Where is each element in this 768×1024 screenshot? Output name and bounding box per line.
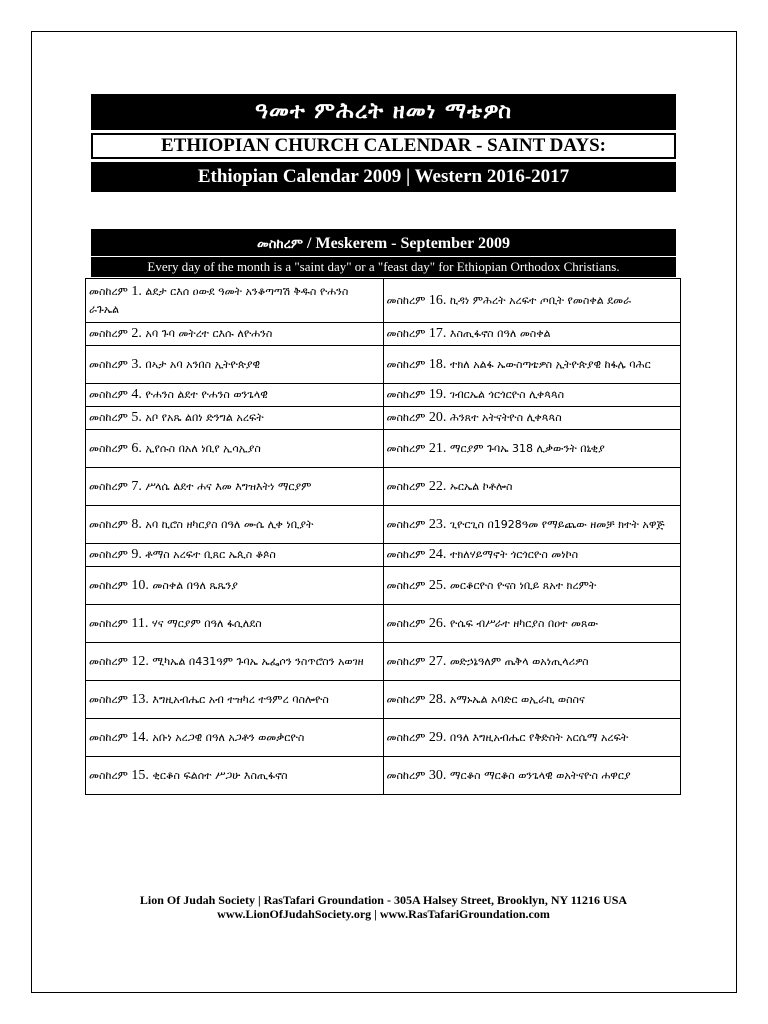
day-saint: ሥላሴ ልደተ ሐና እመ እግዝእትነ ማርያም bbox=[145, 479, 312, 493]
day-month: መስከረም bbox=[386, 388, 426, 401]
day-cell bbox=[86, 567, 384, 605]
day-saint: ኡርኤል ኮቶሎስ bbox=[449, 479, 513, 493]
day-number: 23. bbox=[425, 516, 450, 532]
day-saint: አማኑኤል አባድር ወኢራኪ ወስስና bbox=[449, 692, 585, 706]
saint-days-table bbox=[85, 278, 681, 795]
day-number: 1. bbox=[127, 283, 146, 299]
day-cell bbox=[86, 681, 384, 719]
day-number: 18. bbox=[425, 356, 450, 372]
day-cell bbox=[383, 323, 681, 346]
day-saint: እግዚአብሔር አብ ተዝካረ ተዓምረ ባስሎዮስ bbox=[152, 692, 329, 706]
day-cell bbox=[383, 279, 681, 323]
day-saint: ዮሴፍ ብሥራተ ዘካርያስ በዐተ መጸው bbox=[449, 616, 599, 630]
day-month: መስከረም bbox=[386, 327, 426, 340]
day-saint: ጊዮርጊስ በ1928ዓመ የማይጨው ዘመቻ ክተት አዋጅ bbox=[449, 517, 665, 531]
table-row bbox=[86, 605, 681, 643]
day-cell bbox=[383, 681, 681, 719]
day-saint: በኣታ አባ አንበስ ኢትዮጵያዊ bbox=[145, 357, 261, 371]
day-cell bbox=[86, 719, 384, 757]
day-month: መስከረም bbox=[89, 357, 128, 371]
day-saint: ሚካኤል በ431ዓም ጉባኤ ኤፌሶን ንስጥሮስን አወገዘ bbox=[152, 654, 364, 668]
day-month: መስከረም bbox=[89, 441, 128, 455]
day-cell bbox=[383, 384, 681, 407]
day-cell bbox=[383, 407, 681, 430]
day-number: 11. bbox=[127, 615, 152, 631]
day-saint: ማርቆስ ማርቆስ ወንጌላዊ ወአትናዮስ ሐዋርያ bbox=[449, 768, 631, 782]
day-number: 27. bbox=[425, 653, 450, 669]
day-month: መስከረም bbox=[386, 768, 426, 782]
day-month: መስከረም bbox=[89, 517, 128, 531]
table-row bbox=[86, 506, 681, 544]
day-saint: አቡነ አረጋዊ በዓለ አጋቶን ወመቃርዮስ bbox=[152, 730, 305, 744]
day-saint: ኪዳነ ምሕረት አረፍተ ጦቢት የመስቀል ደመራ bbox=[449, 293, 632, 307]
day-saint: ተክለ አልፋ ኤውስጣቴዎስ ኢትዮጵያዊ ከፋሌ ባሕር bbox=[449, 357, 651, 371]
day-month: መስከረም bbox=[89, 284, 128, 298]
day-saint: እስጢፋኖስ በዓለ መስቀል bbox=[449, 327, 551, 340]
day-number: 25. bbox=[425, 577, 450, 593]
day-number: 3. bbox=[127, 356, 146, 372]
day-saint: ቂርቆስ ፍልሰተ ሥጋሁ እስጢፋኖስ bbox=[152, 768, 288, 782]
month-header bbox=[91, 229, 676, 256]
day-number: 17. bbox=[425, 326, 450, 341]
day-cell bbox=[383, 430, 681, 468]
footer-websites: www.LionOfJudahSociety.org | www.RasTafariGroundation.com bbox=[217, 907, 550, 921]
day-month: መስከረም bbox=[386, 517, 426, 531]
month-note: Every day of the month is a "saint day" or a "feast day" for Ethiopian Orthodox Christians. bbox=[91, 257, 676, 277]
day-saint: አቦ የአጼ ልበነ ድንግል አረፍት bbox=[145, 411, 264, 424]
day-number: 19. bbox=[425, 387, 450, 402]
day-number: 22. bbox=[425, 478, 450, 494]
month-name-english: / Meskerem - September 2009 bbox=[303, 235, 510, 252]
day-month: መስከረም bbox=[386, 441, 426, 455]
day-number: 24. bbox=[425, 547, 450, 562]
day-number: 28. bbox=[425, 691, 450, 707]
day-cell bbox=[383, 567, 681, 605]
day-number: 5. bbox=[127, 410, 146, 425]
day-cell bbox=[86, 643, 384, 681]
day-cell bbox=[86, 468, 384, 506]
month-name-amharic: መስከረም bbox=[257, 237, 304, 252]
table-row bbox=[86, 719, 681, 757]
day-number: 8. bbox=[127, 516, 146, 532]
day-month: መስከረም bbox=[89, 548, 128, 561]
table-row bbox=[86, 430, 681, 468]
day-cell bbox=[86, 757, 384, 795]
table-row bbox=[86, 468, 681, 506]
day-month: መስከረም bbox=[386, 692, 426, 706]
day-cell bbox=[383, 757, 681, 795]
table-row bbox=[86, 681, 681, 719]
day-month: መስከረም bbox=[386, 293, 426, 307]
day-cell bbox=[86, 430, 384, 468]
day-saint: አባ ጉባ መትረተ ርእሱ ለዮሐንስ bbox=[145, 327, 273, 340]
day-month: መስከረም bbox=[89, 327, 128, 340]
day-month: መስከረም bbox=[89, 411, 128, 424]
day-number: 10. bbox=[127, 577, 153, 593]
day-number: 4. bbox=[127, 387, 146, 402]
day-cell bbox=[383, 506, 681, 544]
day-number: 30. bbox=[425, 767, 450, 783]
table-row bbox=[86, 643, 681, 681]
day-month: መስከረም bbox=[386, 357, 426, 371]
day-cell bbox=[86, 544, 384, 567]
day-month: መስከረም bbox=[386, 730, 426, 744]
day-cell bbox=[383, 605, 681, 643]
day-month: መስከረም bbox=[386, 411, 426, 424]
day-month: መስከረም bbox=[386, 578, 426, 592]
table-row bbox=[86, 407, 681, 430]
day-saint: በዓለ እግዚአብሔር የቅድስት አርሴማ አረፍት bbox=[449, 730, 629, 744]
day-cell bbox=[86, 279, 384, 323]
day-month: መስከረም bbox=[89, 578, 128, 592]
day-number: 7. bbox=[127, 478, 146, 494]
day-number: 2. bbox=[127, 326, 146, 341]
day-cell bbox=[86, 323, 384, 346]
day-number: 16. bbox=[425, 292, 450, 308]
day-cell bbox=[383, 544, 681, 567]
day-number: 21. bbox=[425, 440, 450, 456]
day-month: መስከረም bbox=[386, 548, 426, 561]
day-saint: ኢየሱስ በአለ ነቢየ ኢሳኢያስ bbox=[145, 441, 261, 455]
day-number: 29. bbox=[425, 729, 450, 745]
day-number: 15. bbox=[127, 767, 153, 783]
title-block bbox=[91, 94, 676, 192]
day-number: 9. bbox=[127, 547, 146, 562]
day-month: መስከረም bbox=[89, 388, 128, 401]
day-month: መስከረም bbox=[89, 730, 128, 744]
day-cell bbox=[383, 346, 681, 384]
day-month: መስከረም bbox=[386, 479, 426, 493]
day-cell bbox=[86, 506, 384, 544]
day-number: 13. bbox=[127, 691, 153, 707]
day-saint: ማርያም ጉባኤ 318 ሊቃውንት በኒቂያ bbox=[449, 441, 605, 455]
day-saint: ገብርኤል ጎርጎርዮስ ሊቀጳጳስ bbox=[449, 388, 565, 401]
day-month: መስከረም bbox=[89, 768, 128, 782]
day-cell bbox=[383, 719, 681, 757]
day-month: መስከረም bbox=[89, 479, 128, 493]
day-cell bbox=[86, 346, 384, 384]
day-saint: መድኃኔዓለም ጤቅላ ወአነጢላሪዎስ bbox=[449, 654, 589, 668]
day-month: መስከረም bbox=[89, 654, 128, 668]
footer bbox=[91, 893, 676, 921]
day-number: 14. bbox=[127, 729, 153, 745]
day-cell bbox=[383, 643, 681, 681]
table-row bbox=[86, 384, 681, 407]
day-cell bbox=[86, 407, 384, 430]
day-saint: ሃና ማርያም በዓለ ፋሲለደስ bbox=[151, 616, 262, 630]
day-month: መስከረም bbox=[386, 654, 426, 668]
day-saint: መስቀል በዓለ ጼጼንያ bbox=[152, 578, 238, 592]
table-row bbox=[86, 567, 681, 605]
day-saint: ዮሐንስ ልደተ ዮሐንስ ወንጌላዊ bbox=[145, 388, 268, 401]
table-row bbox=[86, 323, 681, 346]
day-month: መስከረም bbox=[89, 616, 128, 630]
day-month: መስከረም bbox=[386, 616, 426, 630]
day-number: 12. bbox=[127, 653, 153, 669]
table-row bbox=[86, 346, 681, 384]
day-month: መስከረም bbox=[89, 692, 128, 706]
table-row bbox=[86, 279, 681, 323]
day-saint: አባ ኪሮስ ዘካርያስ በዓለ ሙሴ ሊቀ ነቢያት bbox=[145, 517, 314, 531]
day-saint: ቶማስ አረፍተ ቢጸር ኤጲስ ቆጶስ bbox=[145, 548, 276, 561]
day-saint: መርቆርዮስ ዮናስ ነቢይ ጸአተ ክረምት bbox=[449, 578, 597, 592]
table-row bbox=[86, 757, 681, 795]
day-cell bbox=[86, 384, 384, 407]
day-cell bbox=[383, 468, 681, 506]
day-saint: ተክለሃይማኖት ጎርጎርዮስ መነኮስ bbox=[449, 548, 579, 561]
table-row bbox=[86, 544, 681, 567]
footer-address: Lion Of Judah Society | RasTafari Groundation - 305A Halsey Street, Brooklyn, NY 11216 USA bbox=[139, 893, 628, 907]
day-cell bbox=[86, 605, 384, 643]
day-number: 26. bbox=[425, 615, 450, 631]
calendar-years-title: Ethiopian Calendar 2009 | Western 2016-2017 bbox=[91, 162, 676, 192]
english-title: ETHIOPIAN CHURCH CALENDAR - SAINT DAYS: bbox=[91, 133, 676, 159]
amharic-title: ዓመተ ምሕረት ዘመነ ማቴዎስ bbox=[91, 94, 676, 130]
day-number: 20. bbox=[425, 410, 450, 425]
day-saint: ሕንጸተ አትናትዮስ ሊቀጳጳስ bbox=[449, 411, 562, 424]
day-number: 6. bbox=[127, 440, 146, 456]
day-saint: ልደታ ርእሰ ዐውደ ዓመት አንቆጣጣሽ ቅዱስ ዮሐንስ ራጉኤል bbox=[89, 284, 349, 316]
